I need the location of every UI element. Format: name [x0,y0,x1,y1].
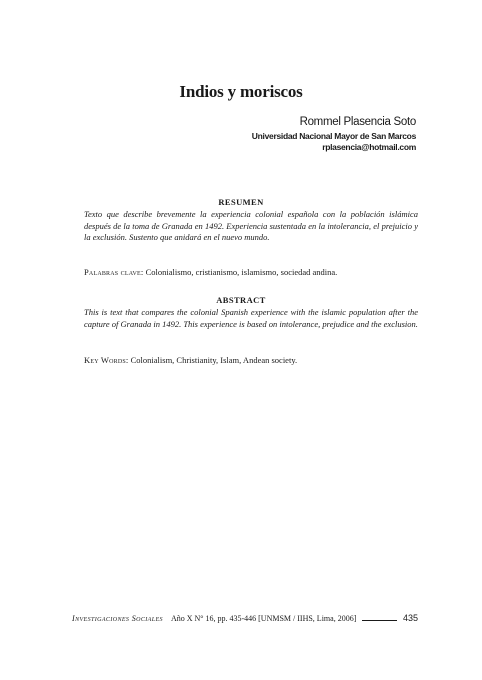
resumen-keywords-label: Palabras clave: [84,267,144,277]
abstract-text: This is text that compares the colonial Spanish experience with the islamic population after the capture of Granada in 1492. This experience is based on intolerance, prejudice and the exclusion. [84,307,418,329]
journal-name: Investigaciones Sociales [72,614,163,623]
resumen-heading: RESUMEN [218,197,264,207]
abstract-heading: ABSTRACT [216,295,266,305]
resumen-keywords [84,267,418,279]
abstract-keywords-list: Colonialism, Christianity, Islam, Andean society. [130,355,298,365]
author-affiliation: Universidad Nacional Mayor de San Marcos [251,131,416,141]
resumen-text: Texto que describe brevemente la experiencia colonial española con la población islámica después de la toma de Granada en 1492. Experiencia sustentada en la intolerancia, el prejuicio y la exclusión. Sustento que anidará en el nuevo mundo. [84,209,418,243]
abstract-keywords [84,355,418,367]
abstract-keywords-label: Key Words: [84,355,129,365]
author-block [252,116,416,152]
author-name: Rommel Plasencia Soto [299,116,416,128]
issue-info: Año X N° 16, pp. 435-446 [UNMSM / IIHS, Lima, 2006] [170,614,357,623]
author-email: rplasencia@hotmail.com [322,142,416,152]
resumen-keywords-list: Colonialismo, cristianismo, islamismo, sociedad andina. [145,267,338,277]
article-title: Indios y moriscos [179,82,303,101]
footer-rule [362,620,397,621]
page-footer [72,613,418,623]
page-number: 435 [402,613,418,623]
